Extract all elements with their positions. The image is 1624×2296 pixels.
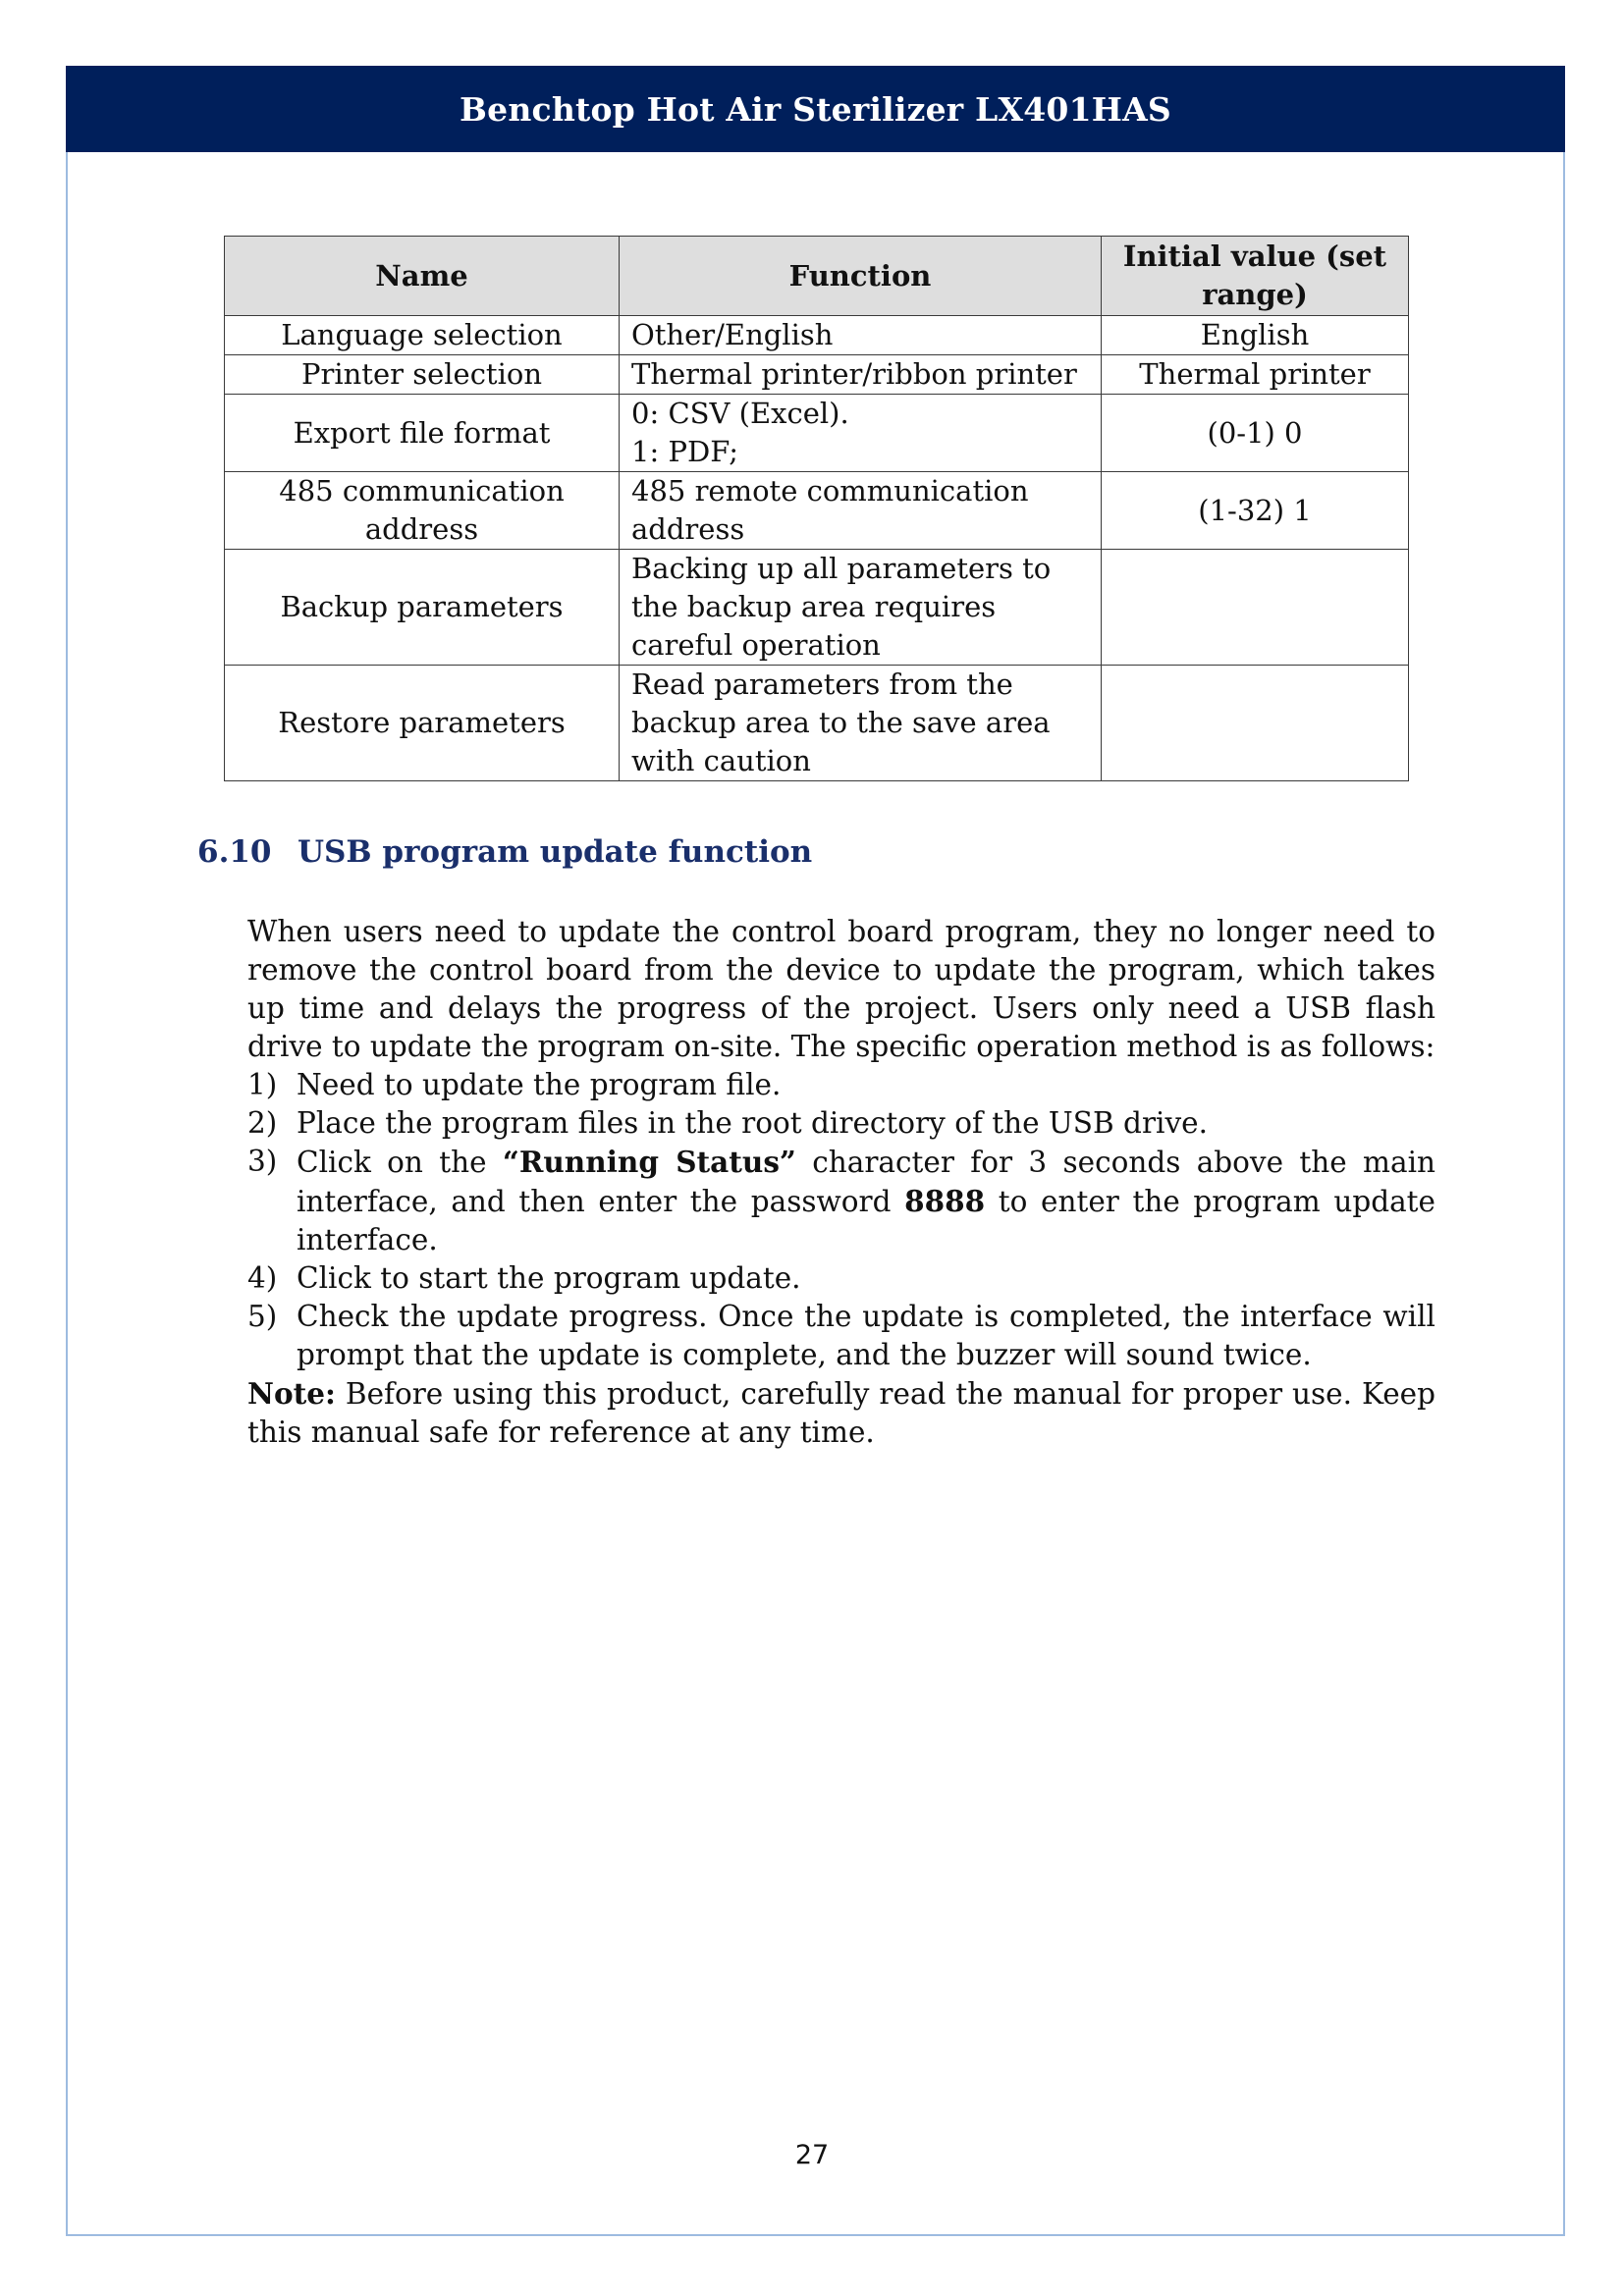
cell-function bbox=[620, 472, 1102, 550]
step-text: Place the program files in the root directory of the USB drive. bbox=[297, 1106, 1208, 1140]
cell-name: 485 communication address bbox=[225, 472, 620, 550]
function-line: 1: PDF; bbox=[631, 435, 739, 468]
cell-name: Printer selection bbox=[225, 355, 620, 395]
table-row bbox=[225, 355, 1409, 395]
function-line: Thermal printer/ribbon printer bbox=[631, 357, 1077, 391]
list-item bbox=[247, 1259, 1435, 1298]
parameters-table bbox=[224, 236, 1409, 781]
intro-paragraph: When users need to update the control board program, they no longer need to remove the control board from the device to update the program, which takes up time and delays the progress of the project. Users only need a USB flash drive to update the program on-site. The specific operation method is as follows: bbox=[247, 915, 1435, 1063]
step-text-pre: Click on the bbox=[297, 1146, 503, 1179]
document-header-bar bbox=[66, 66, 1565, 152]
cell-function bbox=[620, 666, 1102, 781]
column-header-name: Name bbox=[225, 237, 620, 316]
list-item bbox=[247, 1143, 1435, 1259]
cell-name: Export file format bbox=[225, 395, 620, 472]
cell-function bbox=[620, 316, 1102, 355]
step-text-post: to enter the program update interface. bbox=[297, 1185, 1435, 1256]
function-line: 485 remote communication address bbox=[631, 474, 1029, 546]
step-text: Need to update the program file. bbox=[297, 1068, 782, 1101]
function-line: Other/English bbox=[631, 318, 834, 351]
list-item bbox=[247, 1298, 1435, 1374]
page-number: 27 bbox=[794, 2140, 830, 2170]
cell-name: Restore parameters bbox=[225, 666, 620, 781]
function-line: Backing up all parameters to the backup area requires careful operation bbox=[631, 552, 1052, 662]
section-body bbox=[247, 913, 1435, 1452]
table-row bbox=[225, 395, 1409, 472]
section-number: 6.10 bbox=[197, 834, 272, 870]
function-line: Read parameters from the backup area to the save area with caution bbox=[631, 667, 1051, 777]
cell-name: Language selection bbox=[225, 316, 620, 355]
step-number: 1) bbox=[247, 1068, 278, 1101]
cell-function bbox=[620, 550, 1102, 666]
table-header-row bbox=[225, 237, 1409, 316]
step-number: 4) bbox=[247, 1261, 278, 1295]
running-status-label: “Running Status” bbox=[502, 1145, 796, 1179]
document-title: Benchtop Hot Air Sterilizer LX401HAS bbox=[460, 89, 1171, 129]
function-line: 0: CSV (Excel). bbox=[631, 397, 849, 430]
note-paragraph bbox=[247, 1374, 1435, 1452]
list-item bbox=[247, 1066, 1435, 1104]
table-row bbox=[225, 472, 1409, 550]
password-value: 8888 bbox=[904, 1184, 986, 1218]
steps-list bbox=[247, 1066, 1435, 1374]
step-text-mid: character for 3 seconds above the main interface, and then enter the password bbox=[297, 1146, 1435, 1218]
step-number: 2) bbox=[247, 1106, 278, 1140]
cell-initial-value: Thermal printer bbox=[1102, 355, 1409, 395]
step-text: Click to start the program update. bbox=[297, 1261, 801, 1295]
step-number: 5) bbox=[247, 1300, 278, 1333]
cell-initial-value: (0-1) 0 bbox=[1102, 395, 1409, 472]
cell-initial-value bbox=[1102, 550, 1409, 666]
cell-initial-value: (1-32) 1 bbox=[1102, 472, 1409, 550]
note-label: Note: bbox=[247, 1376, 336, 1411]
note-text: Before using this product, carefully read the manual for proper use. Keep this manual safe for reference at any time. bbox=[247, 1377, 1435, 1449]
step-text: Check the update progress. Once the update is completed, the interface will prompt that the update is complete, and the buzzer will sound twice. bbox=[297, 1300, 1435, 1371]
cell-function bbox=[620, 395, 1102, 472]
table-row bbox=[225, 550, 1409, 666]
section-heading bbox=[197, 834, 812, 870]
column-header-initial-value: Initial value (set range) bbox=[1102, 237, 1409, 316]
table-row bbox=[225, 316, 1409, 355]
cell-function bbox=[620, 355, 1102, 395]
section-title: USB program update function bbox=[298, 834, 813, 870]
table-row bbox=[225, 666, 1409, 781]
cell-name: Backup parameters bbox=[225, 550, 620, 666]
list-item bbox=[247, 1104, 1435, 1143]
cell-initial-value bbox=[1102, 666, 1409, 781]
column-header-function: Function bbox=[620, 237, 1102, 316]
cell-initial-value: English bbox=[1102, 316, 1409, 355]
step-number: 3) bbox=[247, 1145, 278, 1178]
